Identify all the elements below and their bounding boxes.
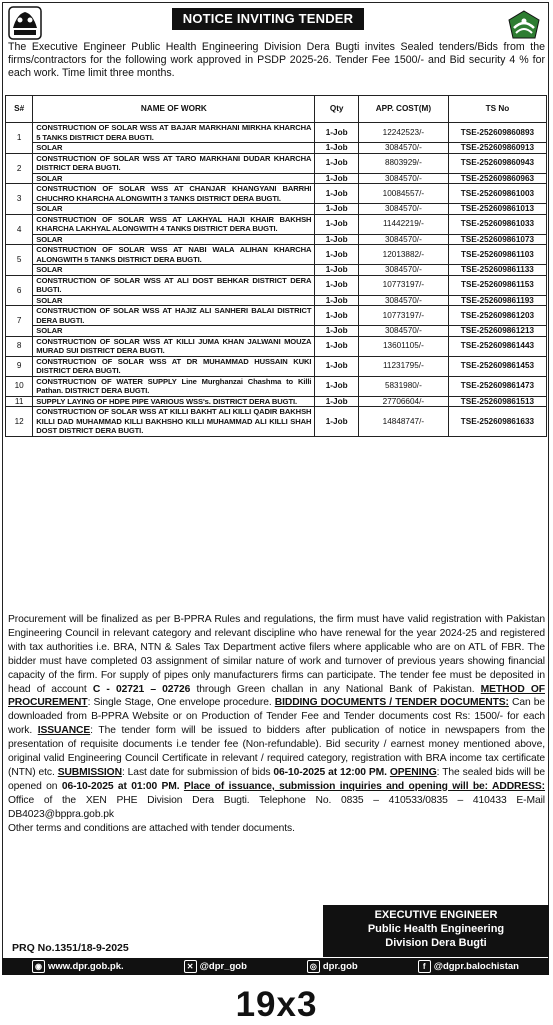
table-row xyxy=(6,396,547,407)
signature-title: EXECUTIVE ENGINEER xyxy=(374,909,498,921)
row-cost: 12013882/- xyxy=(358,245,448,265)
bidding-documents-label: BIDDING DOCUMENTS / TENDER DOCUMENTS: xyxy=(274,697,509,709)
row-name: CONSTRUCTION OF SOLAR WSS AT BAJAR MARKHANI MIRKHA KHARCHA 5 TANKS DISTRICT DERA BUGTI. xyxy=(33,123,315,143)
row-ts: TSE-252609860943 xyxy=(448,153,546,173)
row-qty: 1-Job xyxy=(315,204,358,215)
row-name: SUPPLY LAYING OF HDPE PIPE VARIOUS WSS's. DISTRICT DERA BUGTI. xyxy=(33,396,315,407)
ad-size-code: 19x3 xyxy=(235,985,318,1024)
row-name: CONSTRUCTION OF SOLAR WSS AT LAKHYAL HAJI KHAIR BAKHSH KHARCHA LAKHYAL ALONGWITH 4 TANKS DISTRICT DERA BUGTI. xyxy=(33,214,315,234)
row-ts: TSE-252609861473 xyxy=(448,376,546,396)
signature-block xyxy=(323,905,549,957)
intro-paragraph: The Executive Engineer Public Health Engineering Division Dera Bugti invites Sealed tenders/Bids from the firms/contractors for the following work approved in PSDP 2025-26. Tender Fee 1500/- and Bid security 4 % for each work. Time limit three months. xyxy=(8,41,545,79)
opening-label: OPENING xyxy=(389,766,437,778)
table-row xyxy=(6,245,547,265)
row-name: CONSTRUCTION OF SOLAR WSS AT ALI DOST BEHKAR DISTRICT DERA BUGTI. xyxy=(33,275,315,295)
phed-logo-icon xyxy=(506,8,542,42)
row-cost: 3084570/- xyxy=(358,143,448,154)
row-qty: 1-Job xyxy=(315,184,358,204)
row-cost: 5831980/- xyxy=(358,376,448,396)
signature-department: Public Health Engineering xyxy=(367,923,505,935)
footer-facebook-text: @dgpr.balochistan xyxy=(433,961,519,972)
row-name: CONSTRUCTION OF SOLAR WSS AT DR MUHAMMAD HUSSAIN KUKI DISTRICT DERA BUGTI. xyxy=(33,356,315,376)
table-row-solar xyxy=(6,173,547,184)
row-cost: 8803929/- xyxy=(358,153,448,173)
row-sn: 6 xyxy=(6,275,33,306)
row-cost: 3084570/- xyxy=(358,265,448,276)
footer-facebook[interactable] xyxy=(418,960,519,973)
row-cost: 27706604/- xyxy=(358,396,448,407)
row-ts: TSE-252609861513 xyxy=(448,396,546,407)
row-ts: TSE-252609861013 xyxy=(448,204,546,215)
row-qty: 1-Job xyxy=(315,356,358,376)
header-qty: Qty xyxy=(315,96,358,123)
row-cost: 3084570/- xyxy=(358,234,448,245)
header-cost: APP. COST(M) xyxy=(358,96,448,123)
globe-icon: ◉ xyxy=(32,960,45,973)
header-ts: TS No xyxy=(448,96,546,123)
account-number: C - 02721 – 02726 xyxy=(92,683,191,695)
works-table xyxy=(5,95,547,437)
row-name: SOLAR xyxy=(33,143,315,154)
row-sn: 7 xyxy=(6,306,33,337)
row-ts: TSE-252609860913 xyxy=(448,143,546,154)
header-sn: S# xyxy=(6,96,33,123)
terms-paragraph xyxy=(8,613,545,836)
row-ts: TSE-252609861443 xyxy=(448,336,546,356)
row-qty: 1-Job xyxy=(315,295,358,306)
row-cost: 14848747/- xyxy=(358,407,448,437)
footer-web[interactable] xyxy=(32,960,124,973)
row-qty: 1-Job xyxy=(315,153,358,173)
row-qty: 1-Job xyxy=(315,376,358,396)
terms-text-2: through Green challan in any National Bank of Pakistan. xyxy=(190,683,481,695)
row-qty: 1-Job xyxy=(315,407,358,437)
works-table-body xyxy=(6,123,547,437)
row-qty: 1-Job xyxy=(315,396,358,407)
row-qty: 1-Job xyxy=(315,245,358,265)
footer-twitter[interactable] xyxy=(184,960,247,973)
row-cost: 10773197/- xyxy=(358,275,448,295)
terms-text-4: Can be downloaded from B-PPRA Website or on Production of Tender Fee and Tender documents cost Rs: 1500/- for each work. xyxy=(8,697,545,737)
row-name: SOLAR xyxy=(33,234,315,245)
terms-text-6: : Last date for submission of bids xyxy=(121,766,274,778)
table-row xyxy=(6,214,547,234)
row-ts: TSE-252609861203 xyxy=(448,306,546,326)
table-row xyxy=(6,275,547,295)
row-cost: 11442219/- xyxy=(358,214,448,234)
row-name: CONSTRUCTION OF SOLAR WSS AT TARO MARKHANI DUDAR KHARCHA DISTRICT DERA BUGTI. xyxy=(33,153,315,173)
row-cost: 3084570/- xyxy=(358,295,448,306)
table-row xyxy=(6,306,547,326)
terms-text-11: Other terms and conditions are attached with tender documents. xyxy=(8,822,295,834)
row-ts: TSE-252609861103 xyxy=(448,245,546,265)
terms-text-3: : Single Stage, One envelope procedure. xyxy=(87,697,275,709)
row-name: CONSTRUCTION OF WATER SUPPLY Line Murghanzai Chashma to Killi Pathan. DISTRICT DERA BUGTI. xyxy=(33,376,315,396)
footer-web-text: www.dpr.gob.pk. xyxy=(47,961,124,972)
table-row xyxy=(6,356,547,376)
row-ts: TSE-252609861213 xyxy=(448,326,546,337)
terms-text-8: : The sealed bids will be opened on xyxy=(8,766,545,792)
row-sn: 12 xyxy=(6,407,33,437)
issuance-label: ISSUANCE xyxy=(37,725,91,737)
row-qty: 1-Job xyxy=(315,265,358,276)
row-qty: 1-Job xyxy=(315,326,358,337)
row-ts: TSE-252609861003 xyxy=(448,184,546,204)
submission-date: 06-10-2025 at 12:00 PM. xyxy=(273,766,387,778)
row-sn: 11 xyxy=(6,396,33,407)
row-sn: 2 xyxy=(6,153,33,184)
facebook-icon: f xyxy=(418,960,431,973)
table-row xyxy=(6,336,547,356)
row-name: CONSTRUCTION OF SOLAR WSS AT CHANJAR KHANGYANI BARRHI CHUCHRO KHARCHA ALONGWITH 3 TANKS DISTRICT DERA BUGTI. xyxy=(33,184,315,204)
row-name: SOLAR xyxy=(33,204,315,215)
table-row-solar xyxy=(6,234,547,245)
row-ts: TSE-252609861453 xyxy=(448,356,546,376)
row-cost: 12242523/- xyxy=(358,123,448,143)
row-ts: TSE-252609861153 xyxy=(448,275,546,295)
row-ts: TSE-252609861133 xyxy=(448,265,546,276)
row-name: SOLAR xyxy=(33,265,315,276)
footer-twitter-text: @dpr_gob xyxy=(199,961,247,972)
row-cost: 10773197/- xyxy=(358,306,448,326)
header-name: NAME OF WORK xyxy=(33,96,315,123)
row-sn: 1 xyxy=(6,123,33,154)
row-qty: 1-Job xyxy=(315,336,358,356)
row-qty: 1-Job xyxy=(315,214,358,234)
row-cost: 10084557/- xyxy=(358,184,448,204)
footer-instagram[interactable] xyxy=(307,960,358,973)
row-cost: 13601105/- xyxy=(358,336,448,356)
submission-label: SUBMISSION xyxy=(57,766,122,778)
row-cost: 11231795/- xyxy=(358,356,448,376)
footer-bar xyxy=(2,958,549,975)
table-row xyxy=(6,184,547,204)
method-label: METHOD OF PROCUREMENT xyxy=(8,683,545,709)
notice-title: NOTICE INVITING TENDER xyxy=(172,8,364,30)
row-name: SOLAR xyxy=(33,173,315,184)
row-qty: 1-Job xyxy=(315,275,358,295)
table-row xyxy=(6,153,547,173)
table-row-solar xyxy=(6,204,547,215)
footer-instagram-text: dpr.gob xyxy=(322,961,358,972)
row-name: CONSTRUCTION OF SOLAR WSS AT KILLI BAKHT ALI KILLI QADIR BAKHSH KILLI DAD MUHAMMAD KILLI BAKHSHO KILLI MUHAMMAD ALI KILLI SHAH DOST DISTRICT DERA BUGTI. xyxy=(33,407,315,437)
prq-number: PRQ No.1351/18-9-2025 xyxy=(12,942,129,954)
row-qty: 1-Job xyxy=(315,143,358,154)
row-ts: TSE-252609861193 xyxy=(448,295,546,306)
row-ts: TSE-252609860893 xyxy=(448,123,546,143)
row-ts: TSE-252609861633 xyxy=(448,407,546,437)
table-row xyxy=(6,407,547,437)
row-qty: 1-Job xyxy=(315,306,358,326)
address-label: Place of issuance, submission inquiries and opening will be: ADDRESS: xyxy=(183,780,545,792)
row-sn: 5 xyxy=(6,245,33,276)
row-ts: TSE-252609860963 xyxy=(448,173,546,184)
terms-text-10: Office of the XEN PHE Division Dera Bugti. Telephone No. 0835 – 410533/0835 – 410433 E-Mail DB4023@bppra.gob.pk xyxy=(8,794,545,820)
row-name: SOLAR xyxy=(33,326,315,337)
table-row-solar xyxy=(6,265,547,276)
balochistan-govt-logo-icon xyxy=(8,6,42,40)
row-qty: 1-Job xyxy=(315,173,358,184)
row-cost: 3084570/- xyxy=(358,173,448,184)
terms-text-1: Procurement will be finalized as per B-PPRA Rules and regulations, the firm must have valid registration with Pakistan Engineering Council in relevant category and relevant discipline who have renewal for the year 2024-25 and registered with tax authorities i.e. BRA, NTN & Sales Tax Department active filers where applicable who are on ATL of FBR. The bidder must have completed 03 assignment of similar nature of work and turnover of previous years showing financial capacity of the firm. For supply of pipes only manufacturers firms can participate. The tender fee must be deposited in head of account xyxy=(8,614,545,695)
row-name: CONSTRUCTION OF SOLAR WSS AT NABI WALA ALIHAN KHARCHA ALONGWITH 5 TANKS DISTRICT DERA BUGTI. xyxy=(33,245,315,265)
row-sn: 8 xyxy=(6,336,33,356)
row-name: CONSTRUCTION OF SOLAR WSS AT HAJIZ ALI SANHERI BALAI DISTRICT DERA BUGTI. xyxy=(33,306,315,326)
row-ts: TSE-252609861073 xyxy=(448,234,546,245)
row-ts: TSE-252609861033 xyxy=(448,214,546,234)
row-cost: 3084570/- xyxy=(358,326,448,337)
twitter-icon: ✕ xyxy=(184,960,197,973)
table-row xyxy=(6,376,547,396)
row-name: CONSTRUCTION OF SOLAR WSS AT KILLI JUMA KHAN JALWANI MOUZA MURAD SUI DISTRICT DERA BUGTI. xyxy=(33,336,315,356)
table-header-row xyxy=(6,96,547,123)
opening-date: 06-10-2025 at 01:00 PM. xyxy=(61,780,180,792)
table-row-solar xyxy=(6,326,547,337)
terms-text-5: : The tender form will be issued to bidders after publication of notice in newspapers from the presentation of requisite documents i.e tender fee (Non-refundable). Bid security / earnest money mentioned above, original valid Engineering Council Certificate in relevant / required category, registration with BRA income tax certificate (NTN) etc. xyxy=(8,725,545,778)
row-cost: 3084570/- xyxy=(358,204,448,215)
table-row xyxy=(6,123,547,143)
row-sn: 9 xyxy=(6,356,33,376)
row-sn: 4 xyxy=(6,214,33,245)
instagram-icon: ◎ xyxy=(307,960,320,973)
row-qty: 1-Job xyxy=(315,123,358,143)
row-name: SOLAR xyxy=(33,295,315,306)
signature-division: Division Dera Bugti xyxy=(385,937,487,949)
row-sn: 10 xyxy=(6,376,33,396)
row-sn: 3 xyxy=(6,184,33,215)
table-row-solar xyxy=(6,143,547,154)
row-qty: 1-Job xyxy=(315,234,358,245)
table-row-solar xyxy=(6,295,547,306)
